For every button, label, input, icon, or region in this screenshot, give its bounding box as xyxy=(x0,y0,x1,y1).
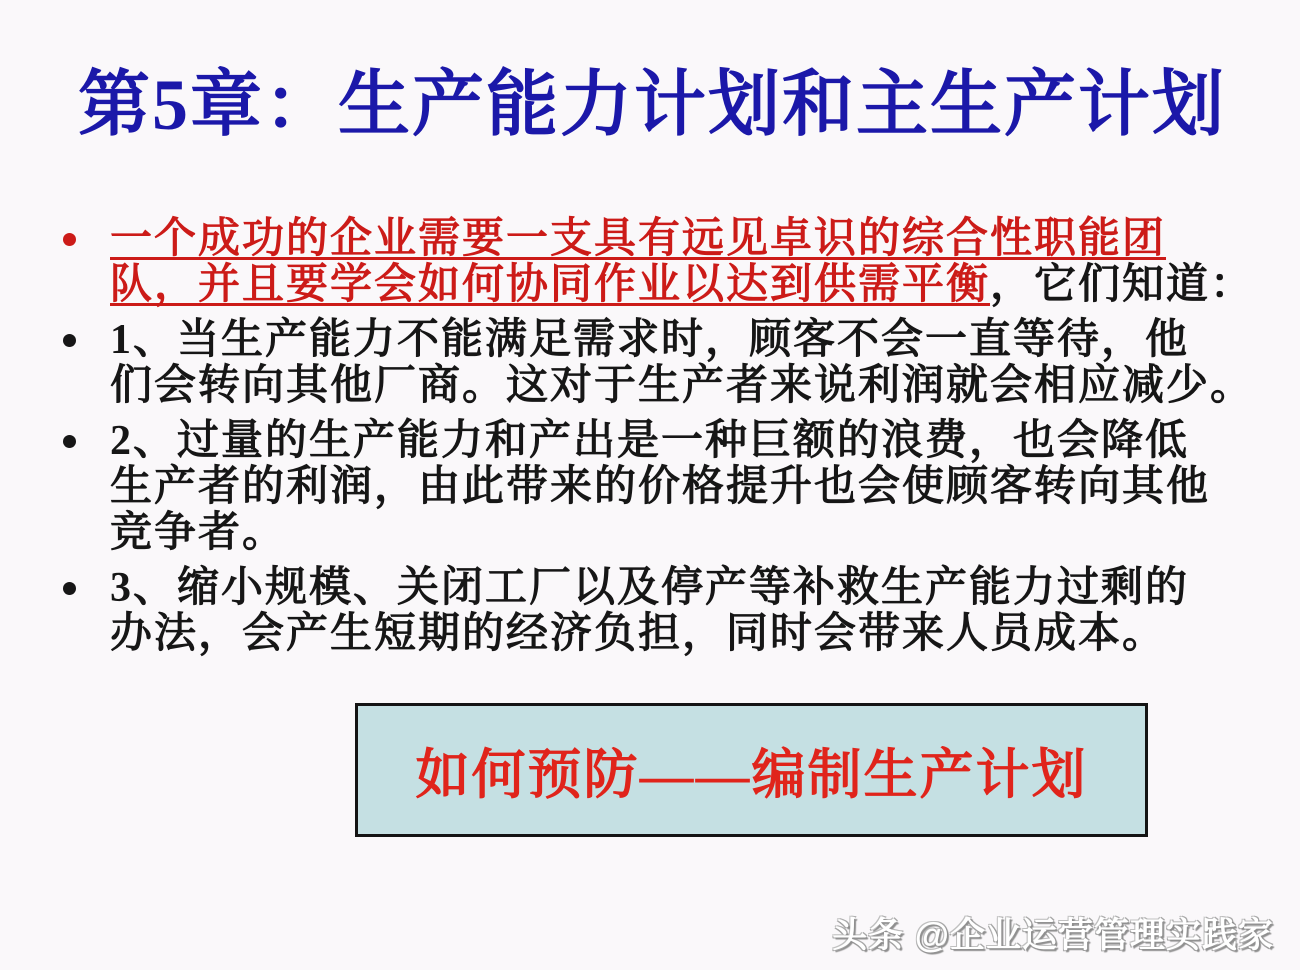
bullet-text xyxy=(110,317,1280,409)
text-line: 2、过量的生产能力和产出是一种巨额的浪费，也会降低 xyxy=(110,418,1190,464)
text-line: 队，并且要学会如何协同作业以达到供需平衡，它们知道： xyxy=(110,262,1255,308)
text-line: 竞争者。 xyxy=(110,510,287,556)
list-item xyxy=(55,216,1280,308)
callout-box xyxy=(355,703,1148,837)
list-item xyxy=(55,565,1280,657)
text-line: 生产者的利润，由此带来的价格提升也会使顾客转向其他 xyxy=(110,464,1211,510)
text-line: 们会转向其他厂商。这对于生产者来说利润就会相应减少。 xyxy=(110,363,1255,409)
text-line: 办法，会产生短期的经济负担，同时会带来人员成本。 xyxy=(110,611,1167,657)
bullet-text xyxy=(110,418,1280,556)
watermark-text: 头条 @企业运营管理实践家 xyxy=(832,916,1274,955)
list-item xyxy=(55,418,1280,556)
list-item xyxy=(55,317,1280,409)
text-line: 1、当生产能力不能满足需求时，顾客不会一直等待，他 xyxy=(110,317,1190,363)
callout-text: 如何预防——编制生产计划 xyxy=(415,744,1088,805)
bullet-text xyxy=(110,216,1280,308)
text-line: 一个成功的企业需要一支具有远见卓识的综合性职能团 xyxy=(110,216,1167,262)
bullet-list xyxy=(55,216,1280,666)
slide-title: 第5章：生产能力计划和主生产计划 xyxy=(78,65,1227,145)
bullet-text xyxy=(110,565,1280,657)
bullet-marker xyxy=(63,233,76,246)
bullet-marker xyxy=(63,334,76,347)
text-line: 3、缩小规模、关闭工厂以及停产等补救生产能力过剩的 xyxy=(110,565,1190,611)
bullet-marker xyxy=(63,582,76,595)
bullet-marker xyxy=(63,435,76,448)
